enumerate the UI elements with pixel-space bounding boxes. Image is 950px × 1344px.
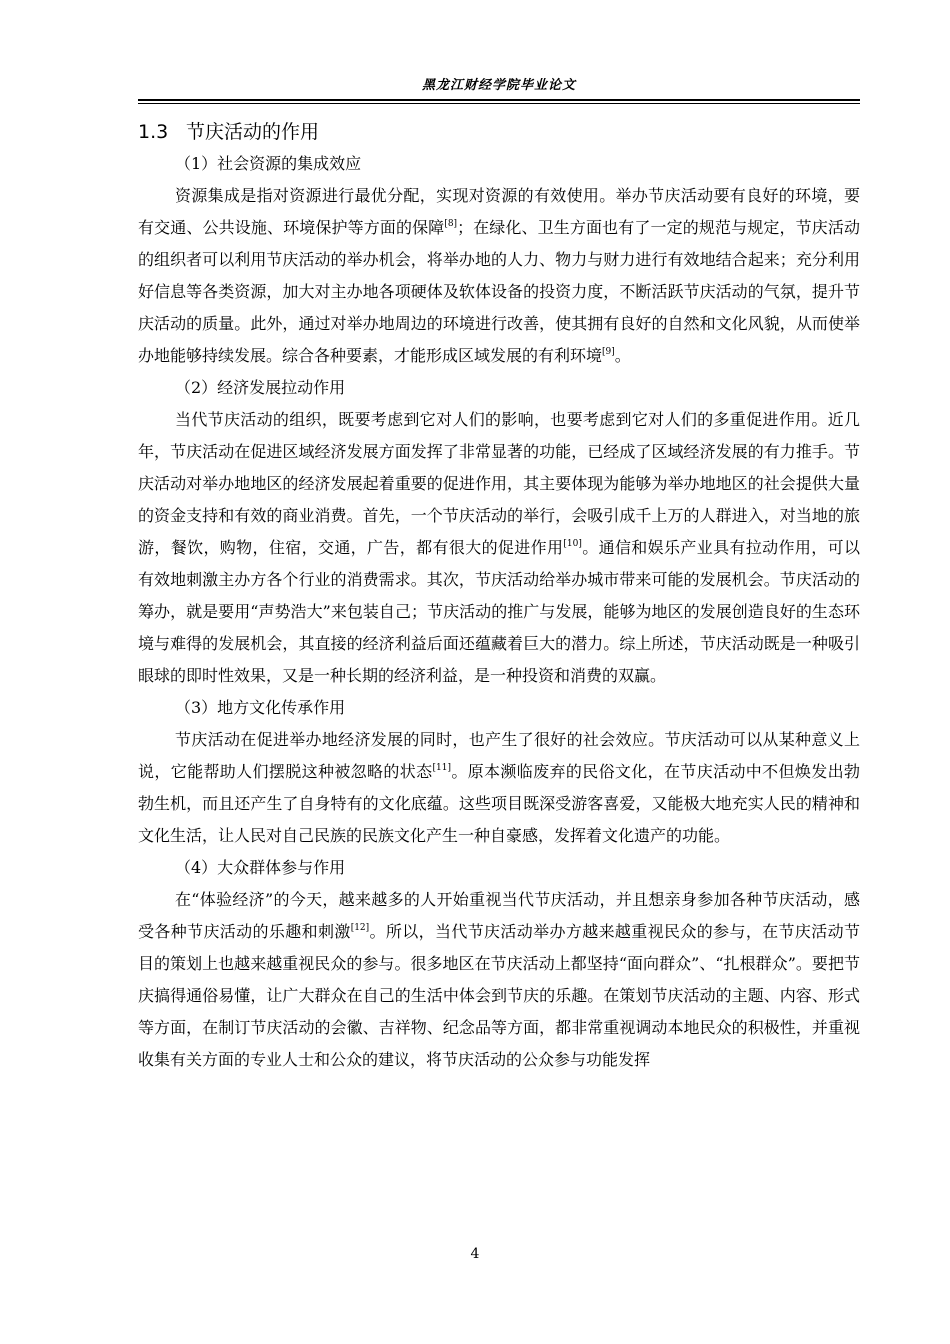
citation-10: [10] — [563, 539, 582, 549]
header-rule-thin — [138, 103, 860, 104]
paragraph-3: 节庆活动在促进举办地经济发展的同时，也产生了很好的社会效应。节庆活动可以从某种意义上说，它能帮助人们摆脱这种被忽略的状态[11]。原本濒临废弃的民俗文化，在节庆活动中不但焕发出勃勃生机，而且还产生了自身特有的文化底蕴。这些项目既深受游客喜爱，又能极大地充实人民的精神和文化生活，让人民对自己民族的民族文化产生一种自豪感，发挥着文化遗产的功能。 — [138, 730, 860, 845]
page-number: 4 — [470, 1246, 480, 1262]
section-heading: 节庆活动的作用 — [186, 121, 320, 143]
running-header: 黑龙江财经学院毕业论文 — [421, 78, 576, 93]
citation-11: [11] — [432, 763, 451, 773]
section-title — [138, 116, 860, 148]
citation-12: [12] — [350, 923, 370, 933]
citation-9: [9] — [602, 347, 615, 357]
header-rule-thick — [138, 99, 860, 101]
subsection-heading-1: （1）社会资源的集成效应 — [175, 154, 362, 173]
subsection-heading-4: （4）大众群体参与作用 — [175, 858, 346, 877]
citation-8: [8] — [444, 219, 458, 229]
subsection-heading-2: （2）经济发展拉动作用 — [175, 378, 346, 397]
paragraph-1: 资源集成是指对资源进行最优分配，实现对资源的有效使用。举办节庆活动要有良好的环境，要有交通、公共设施、环境保护等方面的保障[8]；在绿化、卫生方面也有了一定的规范与规定，节庆活动的组织者可以利用节庆活动的举办机会，将举办地的人力、物力与财力进行有效地结合起来；充分利用好信息等各类资源，加大对主办地各项硬体及软体设备的投资力度，不断活跃节庆活动的气氛，提升节庆活动的质量。此外，通过对举办地周边的环境进行改善，使其拥有良好的自然和文化风貌，从而使举办地能够持续发展。综合各种要素，才能形成区域发展的有利环境[9]。 — [138, 186, 860, 365]
paragraph-4: 在“体验经济”的今天，越来越多的人开始重视当代节庆活动，并且想亲身参加各种节庆活动，感受各种节庆活动的乐趣和刺激[12]。所以，当代节庆活动举办方越来越重视民众的参与，在节庆活动节目的策划上也越来越重视民众的参与。很多地区在节庆活动上都坚持“面向群众”、“扎根群众”。要把节庆搞得通俗易懂，让广大群众在自己的生活中体会到节庆的乐趣。在策划节庆活动的主题、内容、形式等方面，在制订节庆活动的会徽、吉祥物、纪念品等方面，都非常重视调动本地民众的积极性，并重视收集有关方面的专业人士和公众的建议，将节庆活动的公众参与功能发挥 — [138, 890, 860, 1069]
subsection-heading-3: （3）地方文化传承作用 — [175, 698, 346, 717]
paragraph-2: 当代节庆活动的组织，既要考虑到它对人们的影响，也要考虑到它对人们的多重促进作用。近几年，节庆活动在促进区域经济发展方面发挥了非常显著的功能，已经成了区域经济发展的有力推手。节庆活动对举办地地区的经济发展起着重要的促进作用，其主要体现为能够为举办地地区的社会提供大量的资金支持和有效的商业消费。首先，一个节庆活动的举行，会吸引成千上万的人群进入，对当地的旅游，餐饮，购物，住宿，交通，广告，都有很大的促进作用[10]。通信和娱乐产业具有拉动作用，可以有效地刺激主办方各个行业的消费需求。其次，节庆活动给举办城市带来可能的发展机会。节庆活动的筹办，就是要用“声势浩大”来包装自己；节庆活动的推广与发展，能够为地区的发展创造良好的生态环境与难得的发展机会，其直接的经济利益后面还蕴藏着巨大的潜力。综上所述，节庆活动既是一种吸引眼球的即时性效果，又是一种长期的经济利益，是一种投资和消费的双赢。 — [138, 410, 860, 685]
page-body — [138, 116, 860, 1076]
section-number: 1.3 — [138, 121, 169, 143]
